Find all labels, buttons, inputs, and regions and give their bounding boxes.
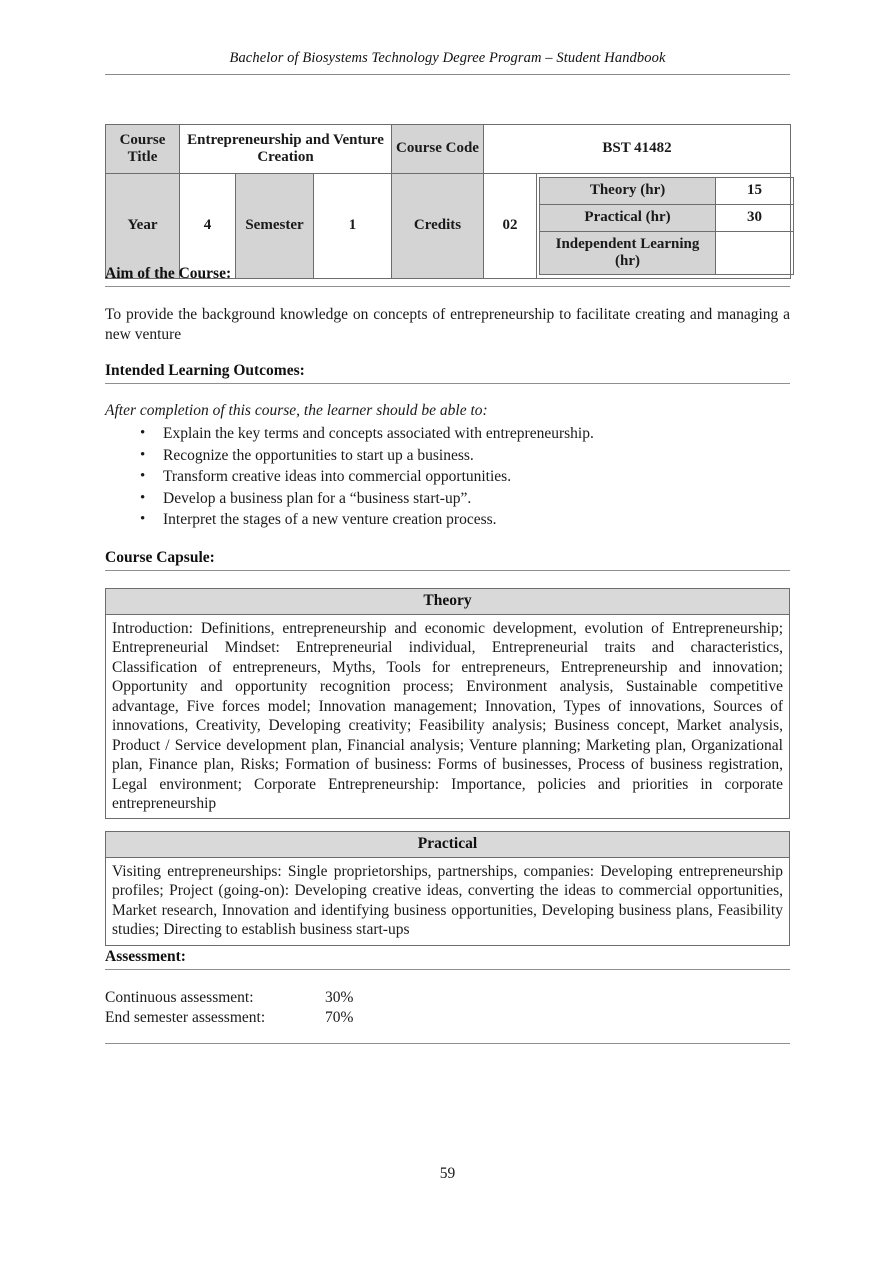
hours-table bbox=[539, 177, 794, 275]
cell-credits-label: Credits bbox=[392, 174, 484, 279]
bullet-icon: • bbox=[140, 489, 146, 506]
course-capsule-heading: Course Capsule: bbox=[105, 549, 790, 571]
list-item-label: Transform creative ideas into commercial opportunities. bbox=[163, 468, 512, 486]
cell-theory-hours-label: Theory (hr) bbox=[540, 178, 716, 205]
practical-capsule-box bbox=[105, 831, 790, 946]
cell-course-code-label: Course Code bbox=[392, 125, 484, 174]
list-item-label: Recognize the opportunities to start up a business. bbox=[163, 446, 474, 464]
practical-capsule-title: Practical bbox=[106, 832, 789, 858]
bullet-icon: • bbox=[140, 446, 146, 463]
cell-independent-hours-label: Independent Learning (hr) bbox=[540, 232, 716, 275]
bullet-icon: • bbox=[140, 511, 146, 528]
assessment-label-continuous: Continuous assessment: bbox=[105, 989, 254, 1006]
course-info-table bbox=[105, 124, 791, 279]
table-row bbox=[540, 205, 794, 232]
list-item bbox=[105, 445, 790, 467]
cell-course-code-value: BST 41482 bbox=[484, 125, 791, 174]
cell-course-title-value: Entrepreneurship and Venture Creation bbox=[180, 125, 392, 174]
cell-practical-hours-value: 30 bbox=[716, 205, 794, 232]
assessment-bottom-divider bbox=[105, 1043, 790, 1044]
aim-text: To provide the background knowledge on concepts of entrepreneurship to facilitate creating and managing a new venture bbox=[105, 306, 790, 344]
assessment-value-continuous: 30% bbox=[325, 989, 354, 1006]
cell-hours-breakdown bbox=[537, 174, 791, 279]
ilo-lead-text: After completion of this course, the learner should be able to: bbox=[105, 402, 488, 419]
list-item bbox=[105, 423, 790, 445]
list-item bbox=[105, 509, 790, 531]
list-item-label: Explain the key terms and concepts associated with entrepreneurship. bbox=[163, 425, 594, 442]
list-item-label: Interpret the stages of a new venture creation process. bbox=[163, 511, 497, 529]
theory-capsule-title: Theory bbox=[106, 589, 789, 615]
cell-year-label: Year bbox=[106, 174, 180, 279]
cell-semester-label: Semester bbox=[236, 174, 314, 279]
assessment-label-end-semester: End semester assessment: bbox=[105, 1008, 266, 1026]
assessment-table bbox=[105, 988, 445, 1027]
theory-capsule-box bbox=[105, 588, 790, 819]
list-item bbox=[105, 488, 790, 510]
cell-theory-hours-value: 15 bbox=[716, 178, 794, 205]
page-number: 59 bbox=[439, 1165, 456, 1182]
theory-capsule-text: Introduction: Definitions, entrepreneurship and economic development, evolution of Entrepreneurship; Entrepreneurial Mindset: Entrepreneurial individual, Entrepreneurial traits and characteristics, Classification of entrepreneurs, Myths, Tools for entrepreneurs, Entrepreneurship and innovation; Opportunity and opportunity recognition process; Environment analysis, Sustainable competitive advantage, Five forces model; Innovation management; Innovation, Types of innovations, Sources of innovations, Creativity, Developing creativity; Feasibility analysis; Business concept, Market analysis, Product / Service development plan, Financial analysis; Venture planning; Marketing plan, Organizational plan, Finance plan, Risks; Formation of business: Forms of businesses, Process of business registration, Legal environment; Corporate Entrepreneurship: Importance, policies and priorities in corporate entrepreneurship bbox=[112, 620, 783, 812]
list-item bbox=[105, 466, 790, 488]
table-row bbox=[105, 1008, 445, 1028]
ilo-heading: Intended Learning Outcomes: bbox=[105, 362, 790, 384]
table-row bbox=[540, 178, 794, 205]
table-row bbox=[106, 174, 791, 279]
cell-credits-value: 02 bbox=[484, 174, 537, 279]
assessment-value-end-semester: 70% bbox=[325, 1008, 354, 1026]
course-info-table-wrapper bbox=[105, 124, 790, 279]
cell-year-value: 4 bbox=[180, 174, 236, 279]
cell-semester-value: 1 bbox=[314, 174, 392, 279]
table-row bbox=[105, 988, 445, 1008]
cell-practical-hours-label: Practical (hr) bbox=[540, 205, 716, 232]
running-header: Bachelor of Biosystems Technology Degree Program – Student Handbook bbox=[229, 50, 666, 66]
bullet-icon: • bbox=[140, 425, 146, 441]
cell-course-title-label: Course Title bbox=[106, 125, 180, 174]
assessment-heading: Assessment: bbox=[105, 948, 790, 970]
table-row bbox=[106, 125, 791, 174]
aim-heading: Aim of the Course: bbox=[105, 265, 790, 287]
header-divider bbox=[105, 74, 790, 75]
list-item-label: Develop a business plan for a “business start-up”. bbox=[163, 489, 472, 507]
ilo-list bbox=[105, 423, 790, 531]
practical-capsule-text: Visiting entrepreneurships: Single proprietorships, partnerships, companies: Developing entrepreneurship profiles; Project (going-on): Developing creative ideas, converting the ideas to commercial opportunities, Market research, Innovation and identifying business opportunities, Developing business plans, Feasibility studies; Directing to establish business start-ups bbox=[112, 863, 783, 939]
bullet-icon: • bbox=[140, 468, 146, 485]
